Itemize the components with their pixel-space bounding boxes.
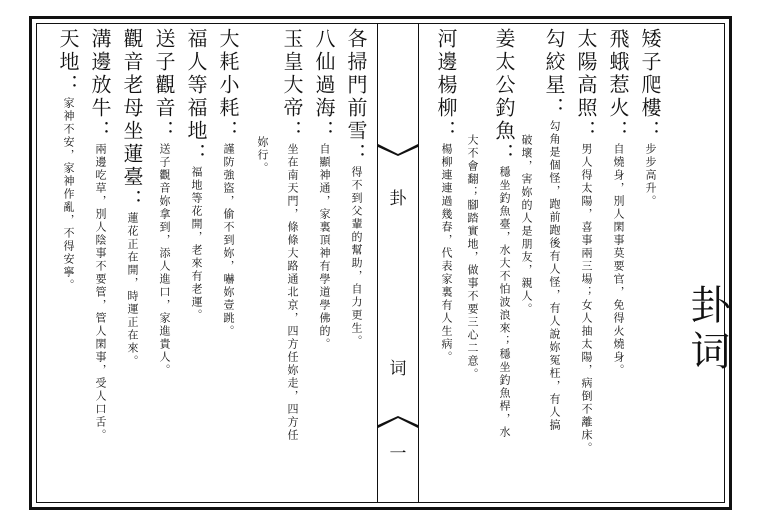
entry-desc: 蓮花正在開，時運正在來。	[126, 212, 139, 368]
entry-continuation: 妳行。	[256, 136, 269, 175]
entry-desc: 自燒身，別人閑事莫要官，免得火燒身。	[612, 143, 625, 377]
entry-5	[491, 28, 517, 439]
entry-0	[637, 28, 663, 208]
entry-desc: 得不到父輩的幫助，自力更生。	[350, 166, 363, 348]
band-char-middle: 词	[389, 359, 407, 379]
entry-term: 八仙過海：	[312, 28, 336, 143]
entry-13	[183, 28, 209, 322]
band-ornament-top-icon	[378, 144, 418, 156]
entry-term: 天地：	[56, 28, 80, 97]
entry-desc: 送子觀音妳拿到，添人進口，家進貴人。	[158, 143, 171, 377]
entry-term: 河邊楊柳：	[434, 28, 458, 143]
entry-9	[311, 28, 337, 351]
entry-16	[87, 28, 113, 442]
entry-desc: 坐在南天門，條條大路通北京，四方任妳走，四方任	[286, 143, 299, 442]
entry-desc: 家神不安，家神作亂，不得安寧。	[62, 97, 75, 292]
entry-term: 觀音老母坐蓮臺：	[120, 28, 144, 212]
entry-desc: 男人得太陽，喜事兩三場；女人抽太陽，病倒不離床。	[580, 143, 593, 455]
entry-14	[151, 28, 177, 377]
entry-continuation: 大不會翻；腳踏實地，做事不要三心二意。	[466, 134, 479, 381]
entry-desc: 勾角是個怪，跑前跑後有人怪，有人說妳冤枉，有人搞	[548, 120, 561, 432]
entry-desc: 楊柳連連過幾春，代表家裏有人生病。	[440, 143, 453, 364]
page-frame	[29, 16, 732, 510]
entry-1	[605, 28, 631, 377]
entry-desc: 福地等花開，老來有老運。	[190, 166, 203, 322]
entry-term: 送子觀音：	[152, 28, 176, 143]
entry-term: 各掃門前雪：	[344, 28, 368, 166]
page-inner-border	[36, 23, 730, 503]
entry-8	[343, 28, 369, 348]
band-char-bottom: 一	[389, 444, 407, 464]
entry-term: 飛蛾惹火：	[606, 28, 630, 143]
entry-term: 姜太公釣魚：	[492, 28, 516, 166]
entry-desc: 兩邊吃草，別人陰事不要管，管人閑事，受人口舌。	[94, 143, 107, 442]
entry-term: 玉皇大帝：	[280, 28, 304, 143]
entry-2	[573, 28, 599, 455]
entry-7	[433, 28, 459, 364]
entry-desc: 步步高升。	[644, 143, 657, 208]
entry-term: 矮子爬樓：	[638, 28, 662, 143]
entry-term: 勾絞星：	[542, 28, 566, 120]
entry-17	[55, 28, 81, 292]
center-band	[377, 24, 419, 502]
entry-term: 溝邊放牛：	[88, 28, 112, 143]
entry-desc: 謹防強盜，偷不到妳，嚇妳壹跳。	[222, 143, 235, 338]
entry-desc: 自顯神通，家裏頂神有學道學佛的。	[318, 143, 331, 351]
page-title: 卦词	[684, 284, 730, 376]
entry-continuation: 破壞，害妳的人是朋友，親人。	[520, 134, 533, 316]
band-ornament-bottom-icon	[378, 416, 418, 428]
band-char-top: 卦	[389, 189, 407, 209]
entry-term: 福人等福地：	[184, 28, 208, 166]
entry-term: 大耗小耗：	[216, 28, 240, 143]
entry-desc: 穩坐釣魚臺，水大不怕波浪來；穩坐釣魚桿，水	[498, 166, 511, 439]
entry-term: 太陽高照：	[574, 28, 598, 143]
entry-10	[279, 28, 305, 442]
entry-3	[541, 28, 567, 432]
entry-12	[215, 28, 241, 338]
entry-15	[119, 28, 145, 368]
